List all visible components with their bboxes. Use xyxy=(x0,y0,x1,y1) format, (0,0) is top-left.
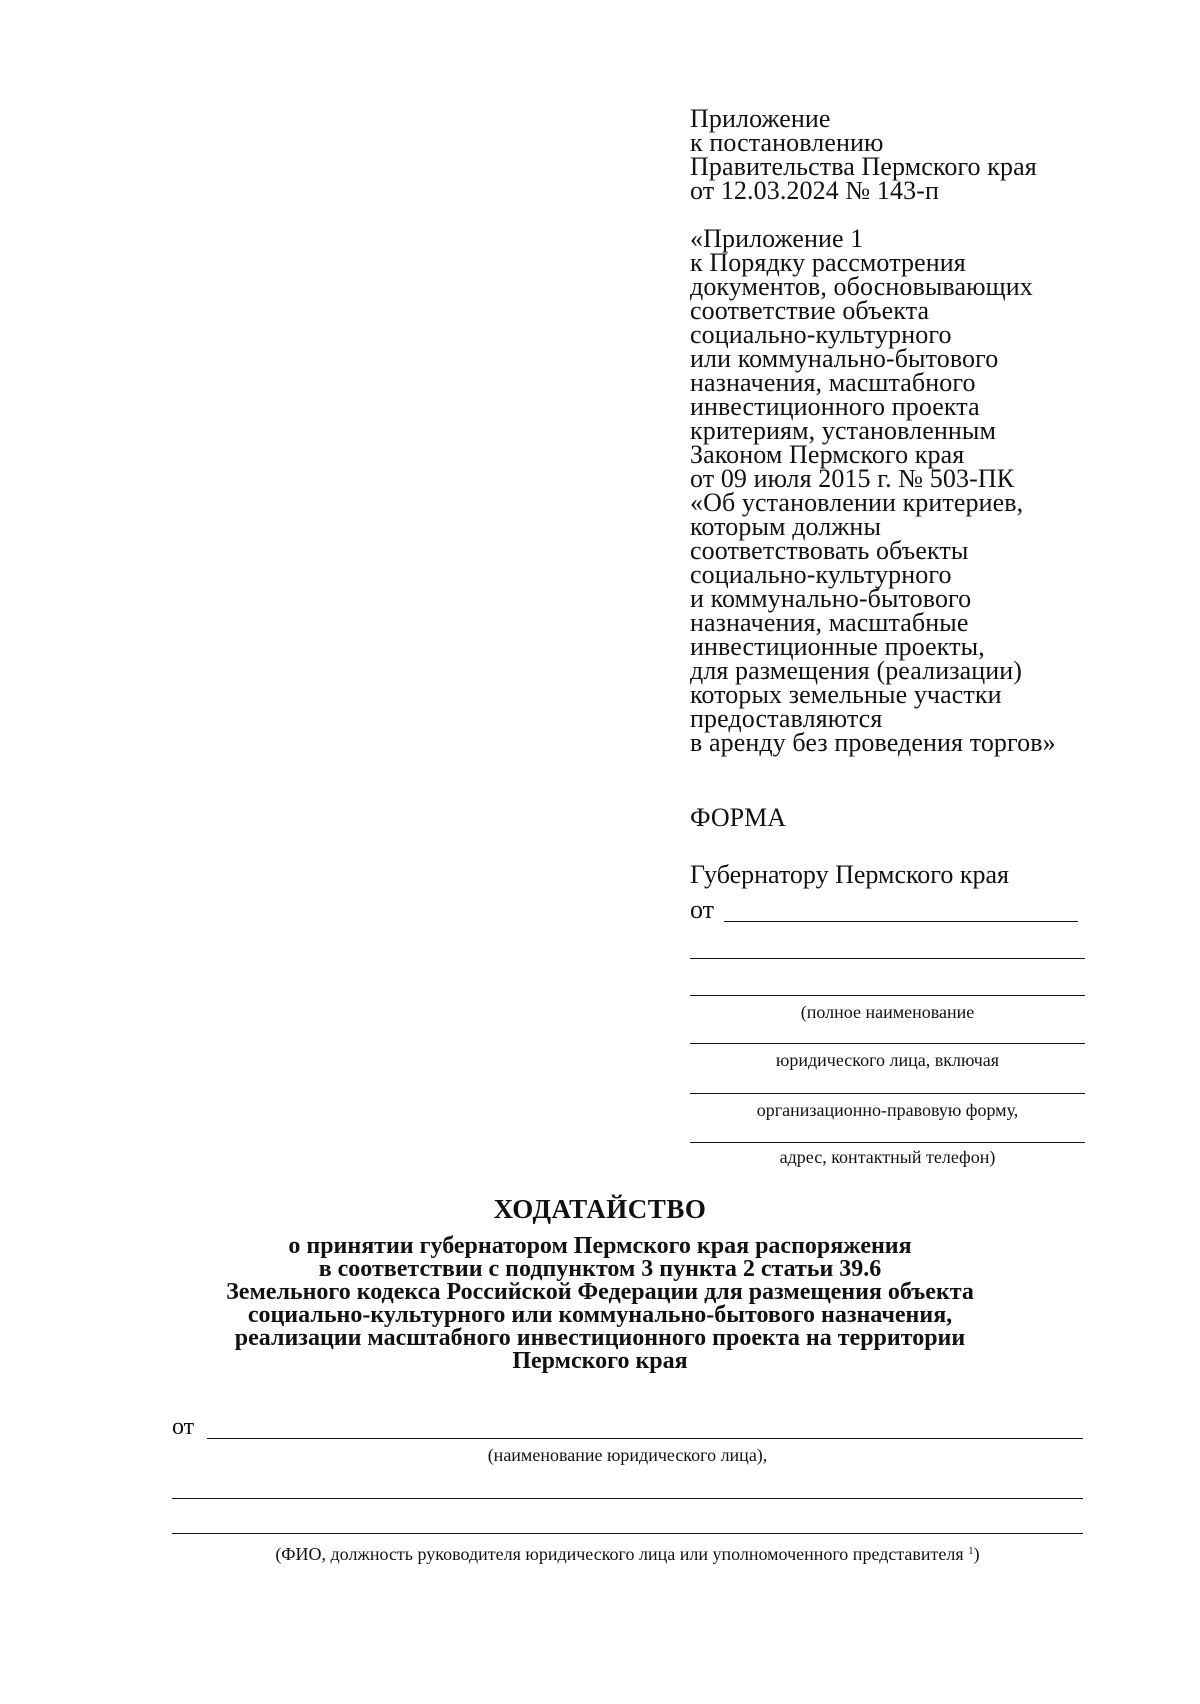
reference-line: к Порядку рассмотрения xyxy=(690,248,966,277)
applicant-fill-line[interactable] xyxy=(690,1093,1085,1094)
applicant-fill-line[interactable] xyxy=(690,1043,1085,1044)
petition-title: ХОДАТАЙСТВО xyxy=(493,1194,707,1224)
representative-caption-text: (ФИО, должность руководителя юридического лица или уполномоченного представителя xyxy=(275,1544,964,1564)
caption-close: ) xyxy=(973,1544,980,1564)
applicant-caption: организационно-правовую форму, xyxy=(756,1100,1019,1120)
reference-line: предоставляются xyxy=(690,704,883,733)
appendix-header xyxy=(690,104,1110,205)
applicant-fill-line[interactable] xyxy=(690,958,1085,959)
subtitle-line: о принятии губернатором Пермского края распоряжения xyxy=(288,1233,912,1259)
reference-line: социально-культурного xyxy=(690,320,952,349)
reference-line: соответствовать объекты xyxy=(690,536,969,565)
footnote-mark: 1 xyxy=(968,1545,974,1557)
reference-line: или коммунально-бытового xyxy=(690,344,999,373)
appendix-line: от 12.03.2024 № 143-п xyxy=(690,176,939,205)
reference-line: социально-культурного xyxy=(690,560,952,589)
addressee-governor: Губернатору Пермского края xyxy=(690,860,1009,889)
reference-line: критериям, установленным xyxy=(690,416,997,445)
reference-line: назначения, масштабного xyxy=(690,368,976,397)
representative-fill-line[interactable] xyxy=(172,1498,1083,1499)
reference-line: соответствие объекта xyxy=(690,296,930,325)
subtitle-line: реализации масштабного инвестиционного проекта на территории xyxy=(234,1325,966,1351)
reference-line: в аренду без проведения торгов» xyxy=(690,728,1056,757)
subtitle-line: социально-культурного или коммунально-бытового назначения, xyxy=(247,1302,953,1328)
applicant-caption: юридического лица, включая xyxy=(775,1050,1000,1070)
reference-line: от 09 июля 2015 г. № 503-ПК xyxy=(690,464,1015,493)
order-appendix-reference xyxy=(690,224,1110,757)
applicant-caption: адрес, контактный телефон) xyxy=(779,1147,996,1167)
addressee-from-row xyxy=(690,895,1078,925)
reference-line: и коммунально-бытового xyxy=(690,584,972,613)
legal-entity-fill-line[interactable] xyxy=(207,1438,1083,1439)
subtitle-line: Пермского края xyxy=(512,1348,688,1374)
applicant-fill-line[interactable] xyxy=(690,995,1085,996)
reference-line: документов, обосновывающих xyxy=(690,272,1033,301)
from-fill-line[interactable] xyxy=(724,921,1078,922)
reference-line: которых земельные участки xyxy=(690,680,1002,709)
appendix-line: Правительства Пермского края xyxy=(690,152,1037,181)
subtitle-line: Земельного кодекса Российской Федерации для размещения объекта xyxy=(226,1279,974,1305)
reference-line: «Приложение 1 xyxy=(690,224,864,253)
reference-line: которым должны xyxy=(690,512,882,541)
reference-line: назначения, масштабные xyxy=(690,608,969,637)
appendix-line: к постановлению xyxy=(690,128,884,157)
representative-fill-line[interactable] xyxy=(172,1533,1083,1534)
appendix-line: Приложение xyxy=(690,104,831,133)
reference-line: «Об установлении критериев, xyxy=(690,488,1024,517)
from-label: от xyxy=(690,895,715,924)
petition-from-label: от xyxy=(172,1414,195,1440)
petition-subtitle xyxy=(0,1235,1200,1373)
legal-entity-caption: (наименование юридического лица), xyxy=(487,1445,768,1465)
subtitle-line: в соответствии с подпунктом 3 пункта 2 статьи 39.6 xyxy=(318,1256,882,1282)
applicant-caption: (полное наименование xyxy=(800,1002,975,1022)
reference-line: инвестиционные проекты, xyxy=(690,632,985,661)
reference-line: инвестиционного проекта xyxy=(690,392,980,421)
reference-line: для размещения (реализации) xyxy=(690,656,1023,685)
form-label: ФОРМА xyxy=(690,803,786,832)
reference-line: Законом Пермского края xyxy=(690,440,965,469)
applicant-fill-line[interactable] xyxy=(690,1142,1085,1143)
representative-caption xyxy=(172,1540,1083,1565)
